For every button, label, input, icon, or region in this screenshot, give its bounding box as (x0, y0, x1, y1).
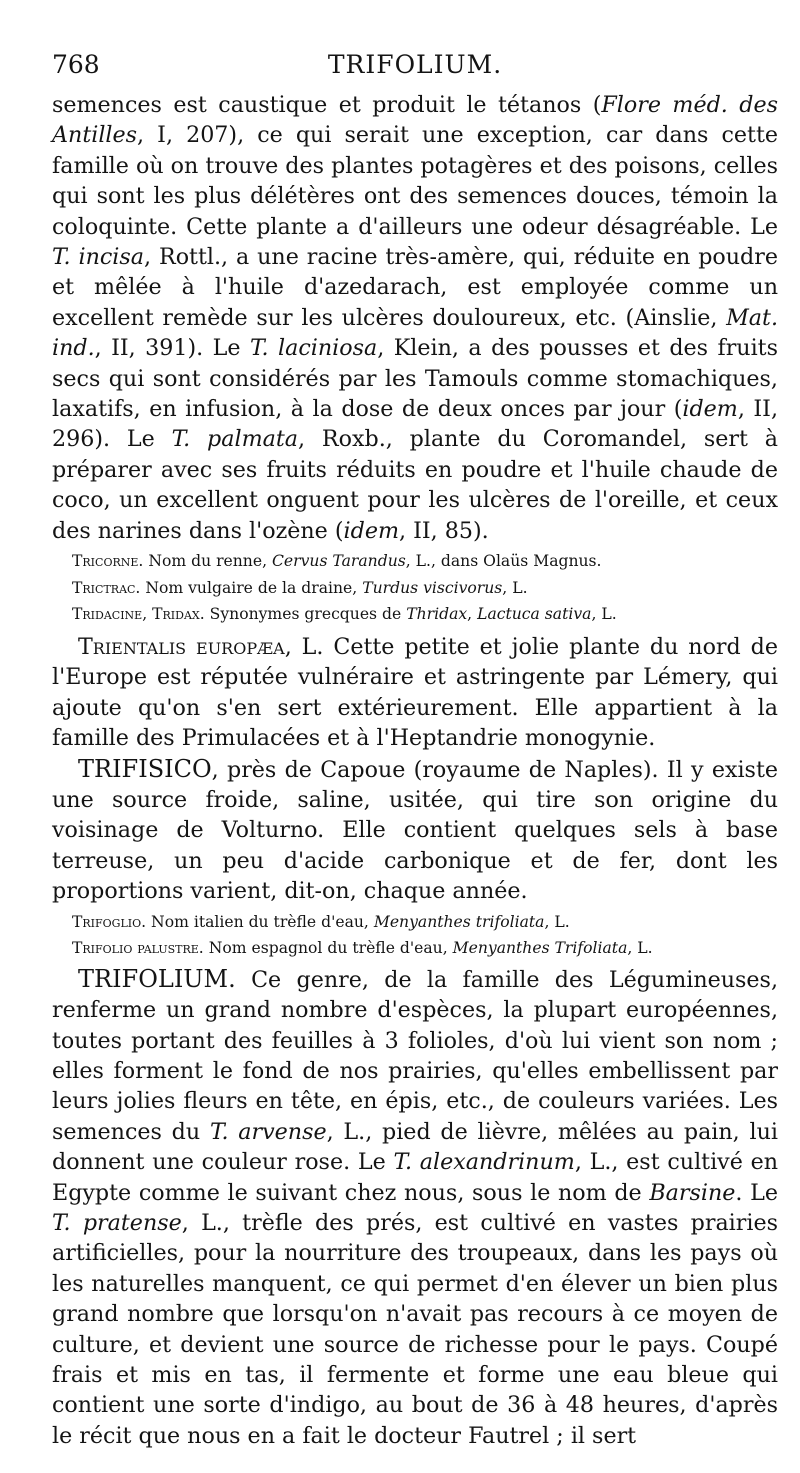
paragraph-continuation (52, 90, 778, 546)
text-run: . Le (735, 1179, 778, 1206)
italic-run: Lactuca sativa (477, 605, 592, 624)
entry-term: Tridacine, Tridax. (72, 605, 205, 624)
running-title: TRIFOLIUM. (327, 50, 503, 79)
entry-trifisico (52, 754, 778, 907)
italic-run: Barsine (649, 1179, 736, 1206)
entry-trientalis (52, 632, 778, 754)
text-run: , L. (502, 578, 528, 597)
italic-run: T. pratense (52, 1209, 182, 1236)
text-run: , L., dans Olaüs Magnus. (405, 552, 602, 571)
page-body (52, 90, 778, 1451)
italic-run: Cervus Tarandus (272, 552, 406, 571)
italic-run: T. arvense (209, 1118, 327, 1145)
text-run: , L. Cette petite et jolie plante du nord de l'Europe est réputée vulnéraire et astringente par Lémery, qui ajoute qu'on s'en sert extérieurement. Elle appartient à la famille des Primulacées et à l'Heptandrie monogynie. (52, 633, 778, 752)
text-run: , L., est cultivé en Egypte comme le suivant chez nous, sous le nom de (52, 1149, 778, 1206)
text-run: , L., trèfle des prés, est cultivé en vastes prairies artificielles, pour la nourriture des troupeaux, dans les pays où les naturelles manquent, ce qui permet d'en élever un bien plus grand nombre que lorsqu'on n'avait pas recours à ce moyen de culture, et devient une source de richesse pour le pays. Coupé frais et mis en tas, il fermente et forme une eau bleue qui contient une sorte d'indigo, au bout de 36 à 48 heures, d'après le récit que nous en a fait le docteur Fautrel ; il sert (52, 1209, 778, 1449)
italic-run: Menyanthes trifoliata (373, 912, 545, 931)
italic-run: T. incisa (52, 244, 145, 271)
italic-run: T. alexandrinum (393, 1149, 575, 1176)
entry-term: Trientalis europæa (78, 633, 285, 660)
minor-entry-tridacine (72, 603, 778, 626)
italic-run: T. laciniosa (249, 335, 378, 362)
text-run: , Klein, a des pousses et des fruits secs qui sont considérés par les Tamouls comme stomachiques, laxatifs, en infusion, à la dose de deux onces par jour ( (52, 335, 778, 423)
text-run: , L., pied de lièvre, mêlées au pain, lui donnent une couleur rose. Le (52, 1118, 778, 1176)
text-run: Nom espagnol du trèfle d'eau, (203, 939, 453, 958)
text-run: , Roxb., plante du Coromandel, sert à préparer avec ses fruits réduits en poudre et l'huile chaude de coco, un excellent onguent pour les ulcères de l'oreille, et ceux des narines dans l'ozène ( (52, 426, 779, 544)
text-run: , Rottl., a une racine très-amère, qui, réduite en poudre et mêlée à l'huile d'azedarach, est employée comme un excellent remède sur les ulcères douloureux, etc. (Ainslie, (52, 244, 778, 331)
text-run: Synonymes grecques de (204, 605, 407, 624)
italic-run: Turdus viscivorus (362, 578, 503, 597)
entry-term: Trictrac. (72, 578, 141, 597)
text-run: semences est caustique et produit le tétanos ( (52, 92, 602, 118)
entry-term: TRIFISICO (78, 754, 212, 783)
italic-run: Thridax (406, 605, 468, 624)
entry-term: Tricorne. (72, 552, 144, 571)
text-run: Nom italien du trèfle d'eau, (146, 912, 374, 931)
italic-run: Mat. ind. (52, 304, 778, 362)
text-run: , I, 207), ce qui serait une exception, car dans cette famille où on trouve des plantes potagères et des poisons, celles qui sont les plus délétères ont des semences douces, témoin la coloquinte. Cette plante a d'ailleurs une odeur désagréable. Le (52, 122, 778, 240)
entry-term: Trifolio palustre. (72, 939, 204, 958)
italic-run: Flore méd. des Antilles (52, 92, 779, 149)
text-run: , L. (544, 912, 570, 931)
text-run: Nom vulgaire de la draine, (140, 578, 363, 597)
minor-entry-trictrac (72, 577, 778, 600)
text-run: , II, 85). (398, 517, 489, 544)
text-run: , II, 391). Le (94, 335, 250, 362)
entry-trifolium (52, 964, 778, 1452)
entry-term: TRIFOLIUM. (78, 964, 236, 993)
minor-entry-tricorne (72, 550, 778, 573)
text-run: Ce genre, de la famille des Légumineuses, renferme un grand nombre d'espèces, la plupart européennes, toutes portant des feuilles à 3 folioles, d'où lui vient son nom ; elles forment le fond de nos prairies, qu'elles embellissent par leurs jolies fleurs en tête, en épis, etc., de couleurs variées. Les semences du (52, 966, 778, 1145)
text-run: , L. (627, 939, 653, 958)
minor-entry-trifolio-palustre (72, 937, 778, 960)
text-run: , II, 296). Le (52, 396, 778, 453)
italic-run: T. palmata (171, 426, 299, 453)
italic-run: idem (682, 396, 738, 423)
text-run: , près de Capoue (royaume de Naples). Il y existe une source froide, saline, usitée, qui tire son origine du voisinage de Volturno. Elle contient quelques sels à base terreuse, un peu d'acide carbonique et de fer, dont les proportions varient, dit-on, chaque année. (52, 756, 778, 905)
text-run: , (467, 605, 478, 624)
page-number: 768 (52, 50, 100, 79)
italic-run: idem (343, 517, 399, 544)
text-run: Nom du renne, (143, 552, 272, 571)
text-run: , L. (591, 605, 617, 624)
entry-term: Trifoglio. (72, 912, 147, 931)
italic-run: Menyanthes Trifoliata (452, 939, 628, 958)
minor-entry-trifoglio (72, 911, 778, 934)
page-header (52, 44, 778, 90)
